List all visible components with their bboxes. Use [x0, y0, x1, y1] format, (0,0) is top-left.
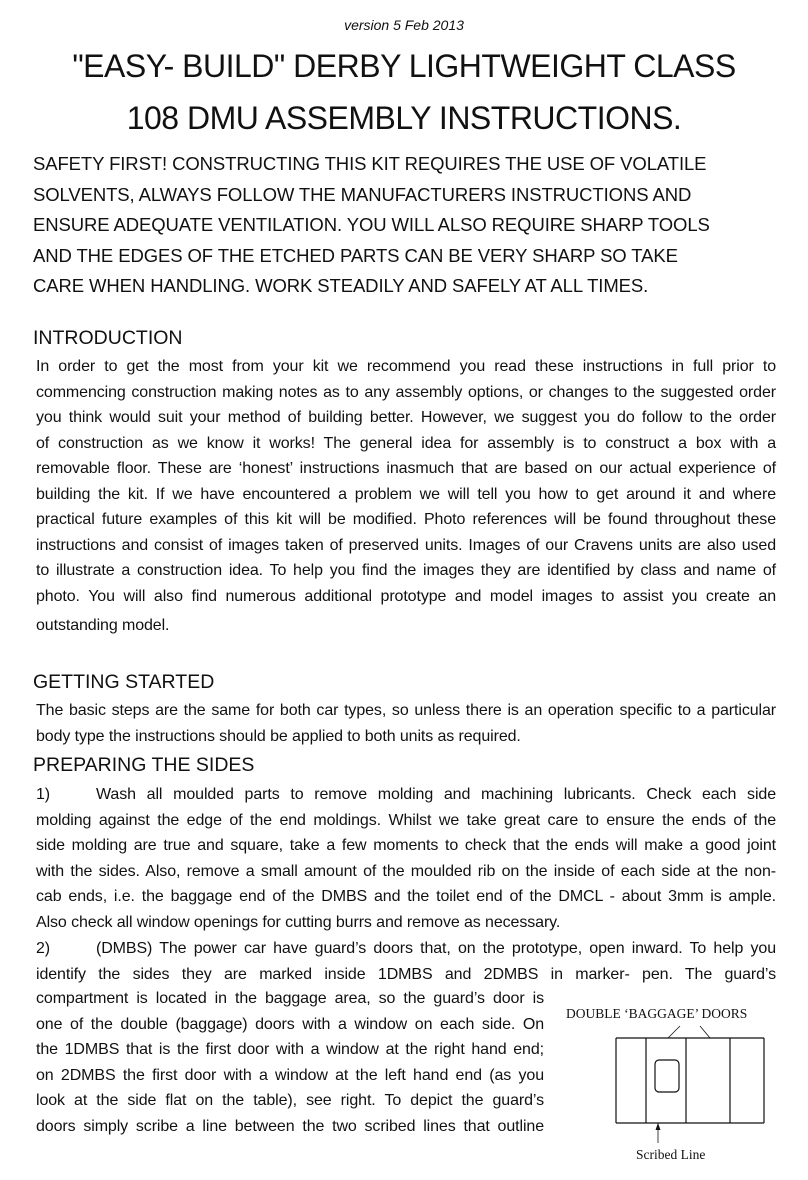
figure-caption: DOUBLE ‘BAGGAGE’ DOORS — [566, 1006, 748, 1021]
version-date: version 5 Feb 2013 — [344, 17, 464, 33]
step-number: 2) — [36, 940, 51, 957]
door-window — [655, 1060, 679, 1092]
baggage-doors-diagram — [600, 1018, 780, 1148]
paragraph-line: doors simply scribe a line between the two scribed lines that outline — [36, 1117, 544, 1135]
paragraph-line — [36, 782, 776, 808]
paragraph-line: In order to get the most from your kit we recommend you read these instructions in full prior to — [36, 358, 776, 375]
paragraph-line: one of the double (baggage) doors with a window on each side. On — [36, 1015, 544, 1033]
paragraph-line: identify the sides they are marked inside 1DMBS and 2DMBS in marker- pen. The guard’s — [36, 965, 776, 983]
safety-line: SOLVENTS, ALWAYS FOLLOW THE MANUFACTURERS INSTRUCTIONS AND — [33, 183, 692, 205]
scribed-arrow-icon — [656, 1123, 661, 1130]
safety-line: SAFETY FIRST! CONSTRUCTING THIS KIT REQUIRES THE USE OF VOLATILE — [33, 153, 707, 174]
preparing-sides-heading: PREPARING THE SIDES — [33, 754, 255, 776]
safety-line: CARE WHEN HANDLING. WORK STEADILY AND SAFELY AT ALL TIMES. — [33, 275, 649, 296]
paragraph-line: compartment is located in the baggage area, so the guard’s door is — [36, 990, 544, 1007]
step-2-paragraph-continued — [36, 986, 544, 1139]
paragraph-line: body type the instructions should be applied to both units as required. — [36, 727, 521, 745]
paragraph-line: of construction as we know it works! The general idea for assembly is to construct a box with a — [36, 434, 776, 452]
introduction-paragraph — [36, 354, 776, 639]
scribed-line-label: Scribed Line — [636, 1147, 706, 1162]
paragraph-line: instructions and consist of images taken of preserved units. Images of our Cravens units are also used — [36, 536, 776, 554]
paragraph-line: Also check all window openings for cutting burrs and remove as necessary. — [36, 913, 561, 931]
getting-started-paragraph — [36, 698, 776, 749]
page-title-line-1: "EASY- BUILD" DERBY LIGHTWEIGHT CLASS — [72, 48, 736, 84]
step-text: Wash all moulded parts to remove molding and machining lubricants. Check each side — [96, 786, 776, 803]
caption-pointer-left — [668, 1026, 680, 1038]
paragraph-line: side molding are true and square, take a few moments to check that the ends will make a good joint — [36, 837, 776, 854]
paragraph-line: practical future examples of this kit will be modified. Photo references will be found throughout these — [36, 511, 776, 528]
paragraph-line: on 2DMBS the first door with a window at the left hand end (as you — [36, 1066, 544, 1084]
paragraph-line: molding against the edge of the end moldings. Whilst we take great care to ensure the ends of the — [36, 811, 776, 829]
paragraph-line: with the sides. Also, remove a small amount of the moulded rib on the inside of each side at the non- — [36, 862, 776, 880]
paragraph-line: photo. You will also find numerous additional prototype and model images to assist you create an — [36, 587, 776, 605]
safety-line: ENSURE ADEQUATE VENTILATION. YOU WILL ALSO REQUIRE SHARP TOOLS — [33, 214, 710, 235]
paragraph-line: you think would suit your method of building better. However, we suggest you do follow to the order — [36, 409, 776, 426]
paragraph-line: look at the side flat on the table), see right. To depict the guard’s — [36, 1092, 544, 1109]
step-number: 1) — [36, 786, 51, 803]
step-2-paragraph — [36, 936, 776, 987]
paragraph-line: the 1DMBS that is the first door with a window at the right hand end; — [36, 1041, 544, 1058]
safety-line: AND THE EDGES OF THE ETCHED PARTS CAN BE VERY SHARP SO TAKE — [33, 244, 678, 266]
paragraph-line: building the kit. If we have encountered a problem we will tell you how to get around it and where — [36, 485, 776, 503]
page-title-line-2: 108 DMU ASSEMBLY INSTRUCTIONS. — [126, 100, 682, 136]
caption-pointer-right — [700, 1026, 710, 1038]
safety-notice — [33, 149, 793, 302]
introduction-heading: INTRODUCTION — [33, 327, 183, 349]
paragraph-line: to illustrate a construction idea. To help you find the images they are identified by class and name of — [36, 562, 776, 579]
step-text: (DMBS) The power car have guard’s doors that, on the prototype, open inward. To help you — [96, 940, 776, 957]
paragraph-line: The basic steps are the same for both car types, so unless there is an operation specific to a particular — [36, 702, 776, 719]
paragraph-line: cab ends, i.e. the baggage end of the DMBS and the toilet end of the DMCL - about 3mm is ample. — [36, 888, 776, 905]
paragraph-line: removable floor. These are ‘honest’ instructions inasmuch that are based on our actual experience of — [36, 460, 776, 477]
getting-started-heading: GETTING STARTED — [33, 671, 215, 693]
paragraph-line — [36, 936, 776, 962]
paragraph-line: outstanding model. — [36, 617, 170, 634]
paragraph-line: commencing construction making notes as to any assembly options, or changes to the suggested order — [36, 383, 776, 401]
step-1-paragraph — [36, 782, 776, 935]
